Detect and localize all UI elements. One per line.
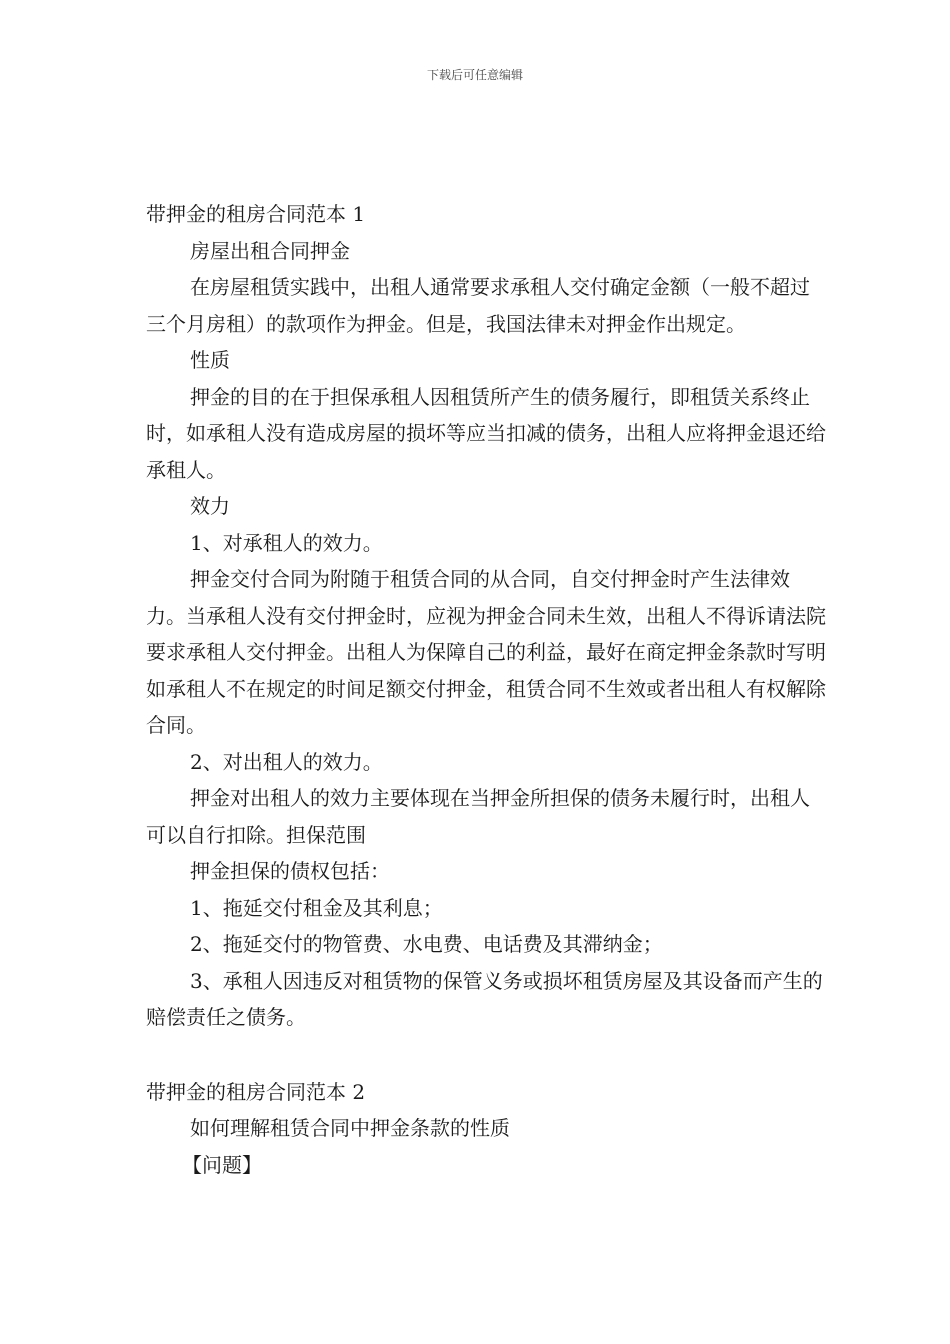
paragraph: 如何理解租赁合同中押金条款的性质 [190,1116,510,1140]
paragraph: 2、对出租人的效力。 [190,749,383,774]
paragraph: 押金担保的债权包括： [190,859,390,883]
paragraph: 押金的目的在于担保承租人因租赁所产生的债务履行，即租赁关系终止时，如承租人没有造成房屋的损坏等应当扣减的债务，出租人应将押金退还给承租人。 [146,384,826,482]
paragraph: 押金交付合同为附随于租赁合同的从合同，自交付押金时产生法律效力。当承租人没有交付押金时，应视为押金合同未生效，出租人不得诉请法院要求承租人交付押金。出租人为保障自己的利益，最好在商定押金条款时写明如承租人不在规定的时间足额交付押金，租赁合同不生效或者出租人有权解除合同。 [146,567,826,737]
paragraph: 房屋出租合同押金 [190,238,350,263]
section-title: 带押金的租房合同范本 1 [146,202,366,226]
paragraph: 性质 [190,348,230,372]
paragraph: 2、拖延交付的物管费、水电费、电话费及其滞纳金； [190,932,663,956]
paragraph: 押金对出租人的效力主要体现在当押金所担保的债务未履行时，出租人可以自行扣除。担保范围 [146,786,810,847]
document-body [146,196,826,1183]
paragraph: 1、对承租人的效力。 [190,530,383,555]
paragraph: 效力 [190,494,230,518]
page-header: 下载后可任意编辑 [426,68,523,82]
paragraph: 3、承租人因违反对租赁物的保管义务或损坏租赁房屋及其设备而产生的赔偿责任之债务。 [146,968,823,1029]
paragraph: 在房屋租赁实践中，出租人通常要求承租人交付确定金额（一般不超过三个月房租）的款项作为押金。但是，我国法律未对押金作出规定。 [146,275,810,336]
section-spacer [146,1036,826,1074]
paragraph: 1、拖延交付租金及其利息； [190,895,443,920]
paragraph: 【问题】 [182,1152,262,1177]
section-title: 带押金的租房合同范本 2 [146,1079,366,1104]
